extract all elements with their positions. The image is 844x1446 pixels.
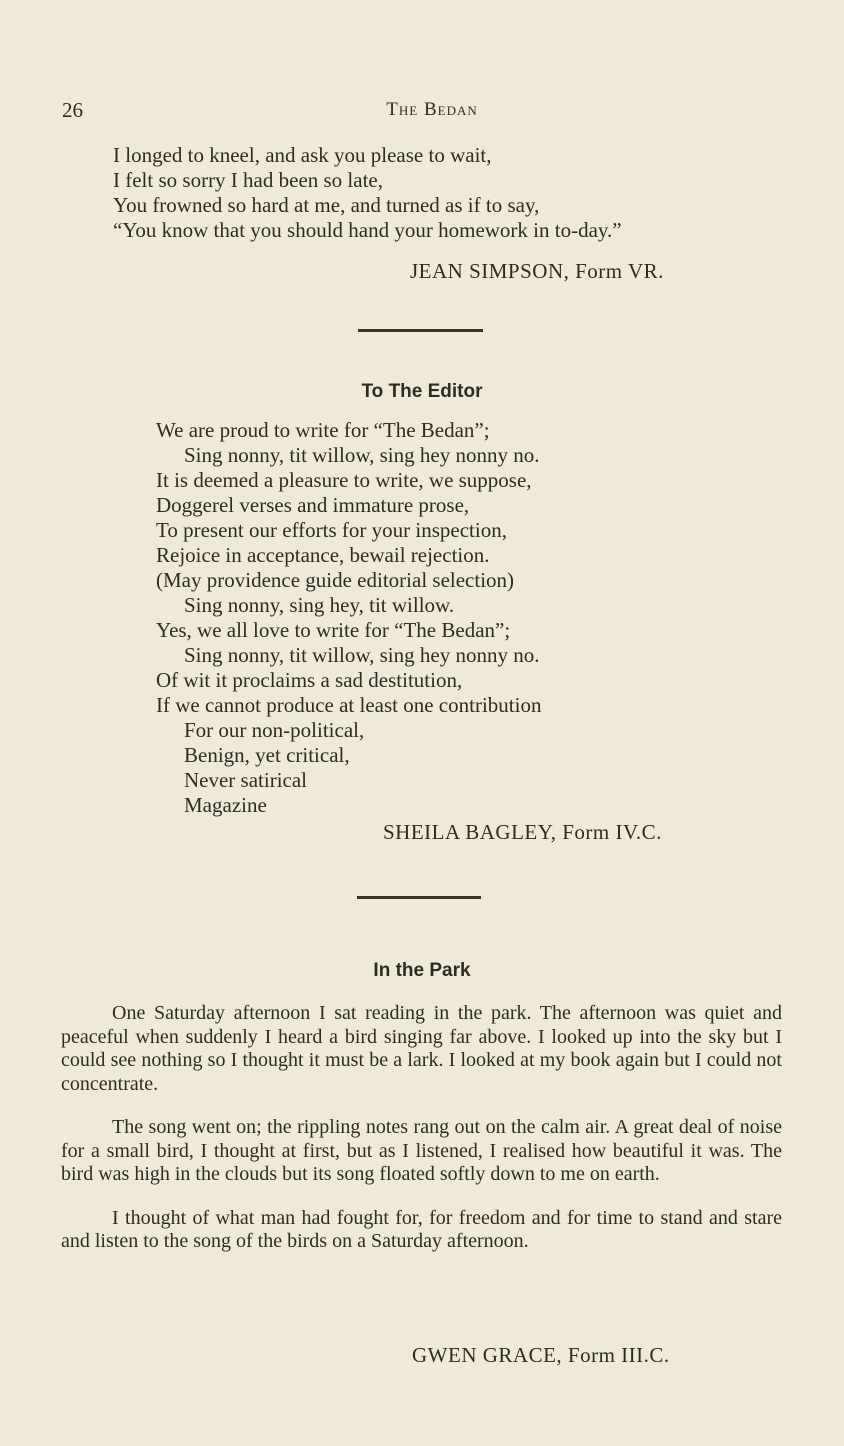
author-signature: GWEN GRACE, Form III.C.: [412, 1343, 670, 1367]
poem-line: Never satirical: [184, 768, 308, 792]
poem-line: I longed to kneel, and ask you please to wait,: [113, 143, 492, 167]
essay-paragraph: The song went on; the rippling notes rang out on the calm air. A great deal of noise for a small bird, I thought at first, but as I listened, I realised how beautiful it was. The bird was high in the clouds but its song floated softly down to me on earth.: [61, 1116, 782, 1185]
poem-line: Rejoice in acceptance, bewail rejection.: [156, 543, 490, 567]
poem-line: We are proud to write for “The Bedan”;: [156, 418, 490, 442]
essay-paragraph: One Saturday afternoon I sat reading in the park. The afternoon was quiet and peaceful when suddenly I heard a bird singing far above. I looked up into the sky but I could see nothing so I thought it must be a lark. I looked at my book again but I could not concentrate.: [61, 1002, 782, 1095]
poem-line: You frowned so hard at me, and turned as if to say,: [113, 193, 540, 217]
journal-title: The Bedan: [386, 99, 478, 120]
essay-title: In the Park: [373, 960, 471, 981]
poem-line: Sing nonny, sing hey, tit willow.: [184, 593, 455, 617]
poem-line: Benign, yet critical,: [184, 743, 350, 767]
poem-line: (May providence guide editorial selection): [156, 568, 515, 592]
author-signature: SHEILA BAGLEY, Form IV.C.: [383, 820, 662, 844]
poem-line: For our non-political,: [184, 718, 365, 742]
poem-one: [113, 143, 622, 243]
running-head: [62, 98, 782, 128]
poem-line: Of wit it proclaims a sad destitution,: [156, 668, 463, 692]
poem-line: To present our efforts for your inspection,: [156, 518, 507, 542]
poem-line: Sing nonny, tit willow, sing hey nonny no.: [184, 443, 540, 467]
poem-line: “You know that you should hand your homework in to-day.”: [113, 218, 622, 242]
essay-paragraph: I thought of what man had fought for, for freedom and for time to stand and stare and listen to the song of the birds on a Saturday afternoon.: [61, 1206, 782, 1252]
poem-line: If we cannot produce at least one contribution: [156, 693, 542, 717]
poem-line: Doggerel verses and immature prose,: [156, 493, 470, 517]
page-number: 26: [62, 98, 83, 122]
section-divider: [358, 329, 483, 332]
author-signature: JEAN SIMPSON, Form VR.: [410, 259, 664, 283]
essay-body: [61, 1002, 782, 1274]
poem-to-the-editor: [156, 418, 541, 818]
poem-line: I felt so sorry I had been so late,: [113, 168, 383, 192]
poem-line: Yes, we all love to write for “The Bedan”;: [156, 618, 511, 642]
poem-line: Sing nonny, tit willow, sing hey nonny no.: [184, 643, 540, 667]
poem-title: To The Editor: [361, 381, 483, 402]
section-divider: [357, 896, 481, 899]
poem-line: Magazine: [184, 793, 267, 817]
poem-line: It is deemed a pleasure to write, we suppose,: [156, 468, 532, 492]
